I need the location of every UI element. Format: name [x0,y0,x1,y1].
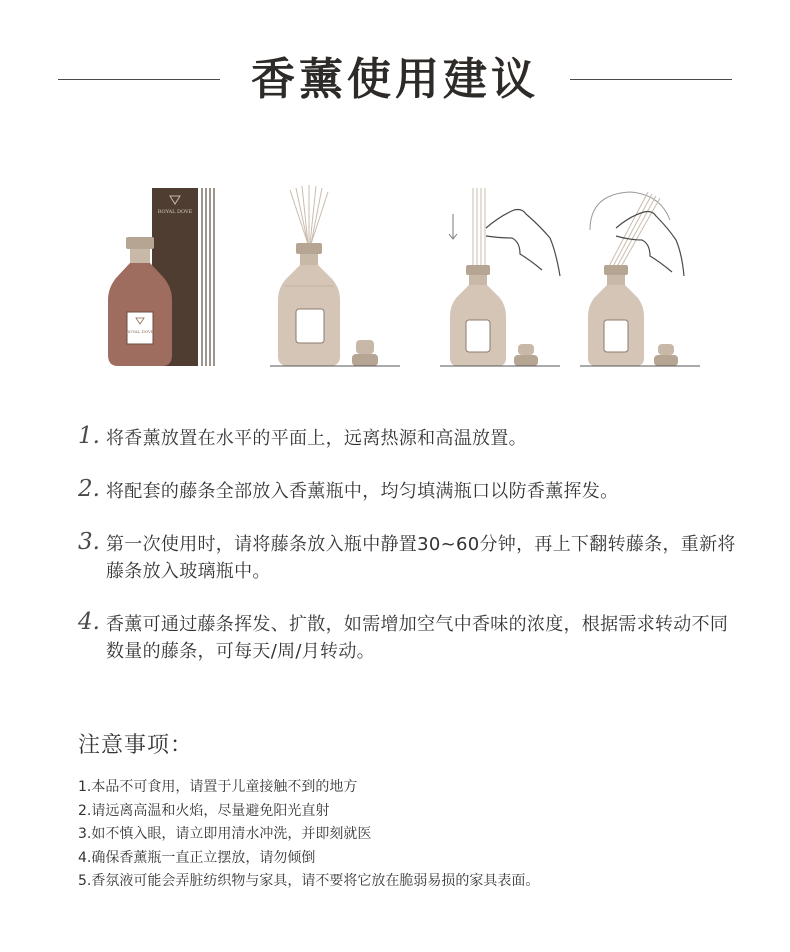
title-divider-right [570,79,732,80]
note-item: 3.如不慎入眼，请立即用清水冲洗，并即刻就医 [78,826,372,842]
packaged-product-illustration [108,188,214,366]
stones-icon [352,340,378,366]
hand-icon [486,210,560,277]
page-title: 香薰使用建议 [251,54,539,105]
step-text: 将配套的藤条全部放入香薰瓶中，均匀填满瓶口以防香薰挥发。 [106,481,619,502]
usage-illustration [0,180,790,380]
usage-steps [78,425,738,691]
stones-icon [654,344,678,366]
step-item [78,425,738,452]
step-item [78,611,738,665]
title-section [0,52,790,112]
bottle-with-reeds-illustration [270,185,400,366]
insert-reeds-illustration [440,188,560,366]
note-item: 5.香氛液可能会弄脏纺织物与家具，请不要将它放在脆弱易损的家具表面。 [78,873,540,889]
step-text: 将香薰放置在水平的平面上，远离热源和高温放置。 [106,428,527,449]
step-number: 4. [78,609,100,635]
down-arrow-icon [449,214,457,239]
step-item [78,531,738,585]
rotate-arrow-icon [590,192,670,230]
step-number: 3. [78,529,100,555]
note-item: 4.确保香薰瓶一直正立摆放，请勿倾倒 [78,849,316,866]
flip-reeds-illustration [580,192,700,366]
note-item: 1.本品不可食用，请置于儿童接触不到的地方 [78,779,358,795]
reeds-fan [290,185,328,244]
step-number: 2. [78,476,100,502]
notes-heading: 注意事项： [78,733,194,758]
reed-sticks [202,188,214,366]
stones-icon [514,344,538,366]
step-text: 香薰可通过藤条挥发、扩散，如需增加空气中香味的浓度，根据需求转动不同数量的藤条，可每天/周/月转动。 [106,614,729,662]
bottle-label-text: ROYAL DOVE [126,329,154,334]
box-brand-text: ROYAL DOVE [157,209,193,215]
step-number: 1. [78,423,100,449]
note-item: 2.请远离高温和火焰，尽量避免阳光直射 [78,802,330,819]
step-item [78,478,738,505]
step-text: 第一次使用时，请将藤条放入瓶中静置30~60分钟，再上下翻转藤条，重新将藤条放入玻璃瓶中。 [106,534,736,582]
notes-list [78,776,758,894]
